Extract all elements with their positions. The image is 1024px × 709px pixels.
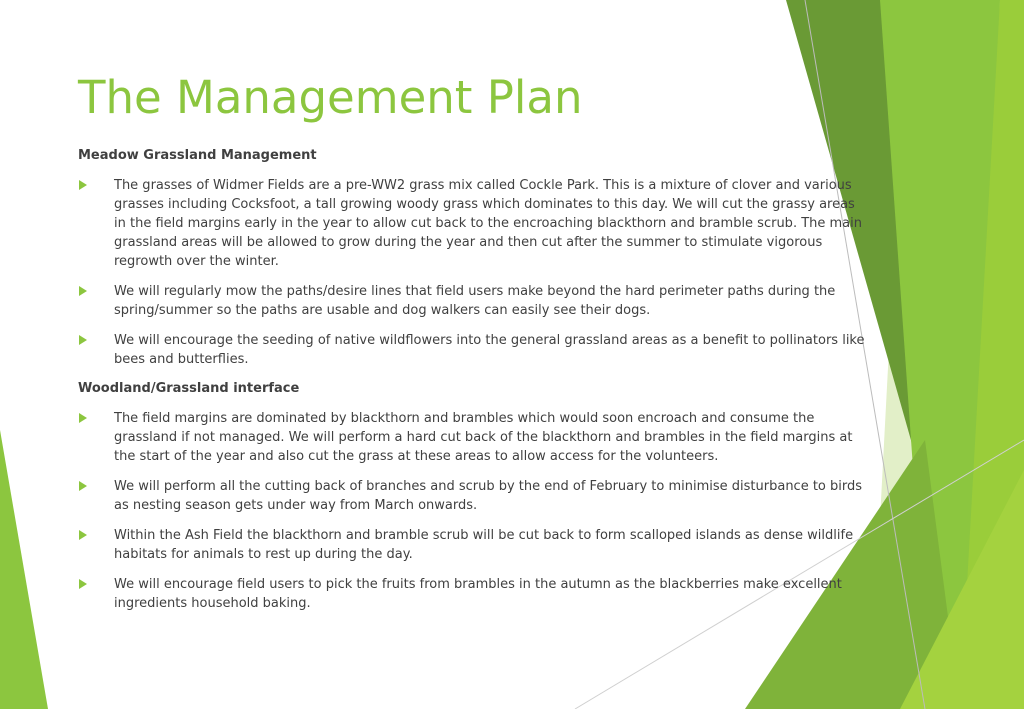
triangle-arrow-icon <box>78 180 88 190</box>
left-edge-shape <box>0 430 48 709</box>
triangle-arrow-icon <box>78 579 88 589</box>
list-item <box>78 176 870 271</box>
section-heading-woodland: Woodland/Grassland interface <box>78 381 300 396</box>
list-item <box>78 331 870 369</box>
bullet-text: We will encourage field users to pick the fruits from brambles in the autumn as the blackberries make excellent ingredients household baking. <box>114 577 842 611</box>
list-item <box>78 477 870 515</box>
bullet-text: We will perform all the cutting back of branches and scrub by the end of February to minimise disturbance to birds as nesting season gets under way from March onwards. <box>114 479 863 513</box>
slide-content <box>78 143 870 624</box>
list-item <box>78 282 870 320</box>
triangle-arrow-icon <box>78 335 88 345</box>
bullet-text: We will encourage the seeding of native wildflowers into the general grassland areas as a benefit to pollinators like bees and butterflies. <box>114 333 865 367</box>
page-title: The Management Plan <box>78 71 583 124</box>
bullet-text: The field margins are dominated by blackthorn and brambles which would soon encroach and consume the grassland if not managed. We will perform a hard cut back of the blackthorn and brambles in the field margins at the start of the year and also cut the grass at these areas to allow access for the volunteers. <box>114 411 853 464</box>
triangle-arrow-icon <box>78 413 88 423</box>
list-item <box>78 526 870 564</box>
bullet-text: We will regularly mow the paths/desire lines that field users make beyond the hard perimeter paths during the spring/summer so the paths are usable and dog walkers can easily see their dogs. <box>114 284 836 318</box>
list-item <box>78 409 870 466</box>
list-item <box>78 575 870 613</box>
triangle-arrow-icon <box>78 286 88 296</box>
bullet-text: Within the Ash Field the blackthorn and bramble scrub will be cut back to form scalloped islands as dense wildlife habitats for animals to rest up during the day. <box>114 528 854 562</box>
triangle-arrow-icon <box>78 530 88 540</box>
bullet-text: The grasses of Widmer Fields are a pre-WW2 grass mix called Cockle Park. This is a mixture of clover and various grasses including Cocksfoot, a tall growing woody grass which dominates to this day. We will cut the grassy areas in the field margins early in the year to allow cut back to the encroaching blackthorn and bramble scrub. The main grassland areas will be allowed to grow during the year and then cut after the summer to stimulate vigorous regrowth over the winter. <box>114 178 862 269</box>
section-heading-meadow: Meadow Grassland Management <box>78 148 317 163</box>
triangle-arrow-icon <box>78 481 88 491</box>
